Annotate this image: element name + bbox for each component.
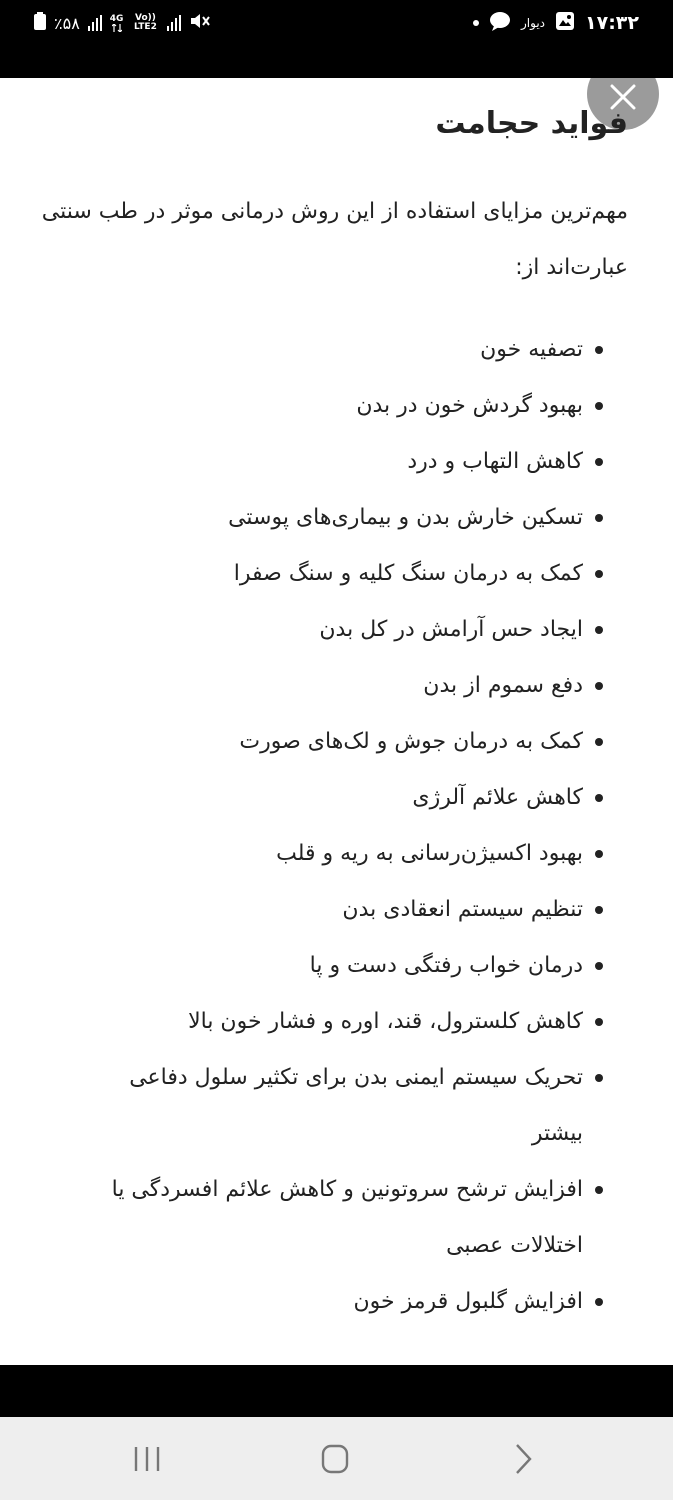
message-icon [489, 11, 511, 35]
benefit-item: کمک به درمان سنگ کلیه و سنگ صفرا [93, 546, 583, 602]
battery-percentage: ٪۵۸ [54, 13, 80, 33]
network-4g-label: 4G [109, 13, 124, 24]
back-button[interactable] [503, 1439, 543, 1479]
benefit-item: کاهش التهاب و درد [93, 434, 583, 490]
article-intro: مهم‌ترین مزایای استفاده از این روش درمانی موثر در طب سنتی عبارت‌اند از: [41, 199, 628, 280]
benefit-item: کمک به درمان جوش و لک‌های صورت [93, 714, 583, 770]
benefit-item: کاهش کلسترول، قند، اوره و فشار خون بالا [93, 994, 583, 1050]
back-icon [503, 1439, 543, 1479]
status-time: ۱۷:۳۲ [585, 12, 639, 34]
recent-apps-icon [127, 1439, 167, 1479]
battery-icon [34, 12, 46, 34]
app-notification-label: دیوار [520, 16, 545, 30]
benefit-item: افزایش ترشح سروتونین و کاهش علائم افسردگی یا اختلالات عصبی [93, 1162, 583, 1274]
benefit-item: تحریک سیستم ایمنی بدن برای تکثیر سلول دفاعی بیشتر [93, 1050, 583, 1162]
signal-strength-icon [88, 15, 102, 31]
article-title: فواید حجامت [435, 106, 628, 141]
benefit-item: کاهش علائم آلرژی [93, 770, 583, 826]
recent-apps-button[interactable] [127, 1439, 167, 1479]
benefit-item: تسکین خارش بدن و بیماری‌های پوستی [93, 490, 583, 546]
status-indicators-right [473, 10, 639, 36]
benefit-item: افزایش گلبول قرمز خون [93, 1274, 583, 1330]
home-icon [315, 1439, 355, 1479]
benefit-item: تصفیه خون [93, 322, 583, 378]
status-indicators-left [34, 10, 211, 36]
benefit-item: درمان خواب رفتگی دست و پا [93, 938, 583, 994]
benefit-item: تنظیم سیستم انعقادی بدن [93, 882, 583, 938]
navigation-bar [0, 1417, 673, 1500]
benefit-item: ایجاد حس آرامش در کل بدن [93, 602, 583, 658]
notification-dot-icon [473, 20, 479, 26]
volte-label: Vo)) LTE2 [134, 13, 157, 32]
status-bar [0, 0, 673, 78]
gallery-icon [555, 11, 575, 35]
home-button[interactable] [315, 1439, 355, 1479]
benefit-item: بهبود اکسیژن‌رسانی به ریه و قلب [93, 826, 583, 882]
network-type-4g [110, 15, 124, 32]
mute-icon [189, 11, 211, 35]
benefit-item: دفع سموم از بدن [93, 658, 583, 714]
benefit-item: بهبود گردش خون در بدن [93, 378, 583, 434]
article-content [0, 78, 673, 1365]
signal-strength-2-icon [167, 15, 181, 31]
benefits-list [93, 322, 583, 1330]
screen-bottom-band [0, 1365, 673, 1417]
